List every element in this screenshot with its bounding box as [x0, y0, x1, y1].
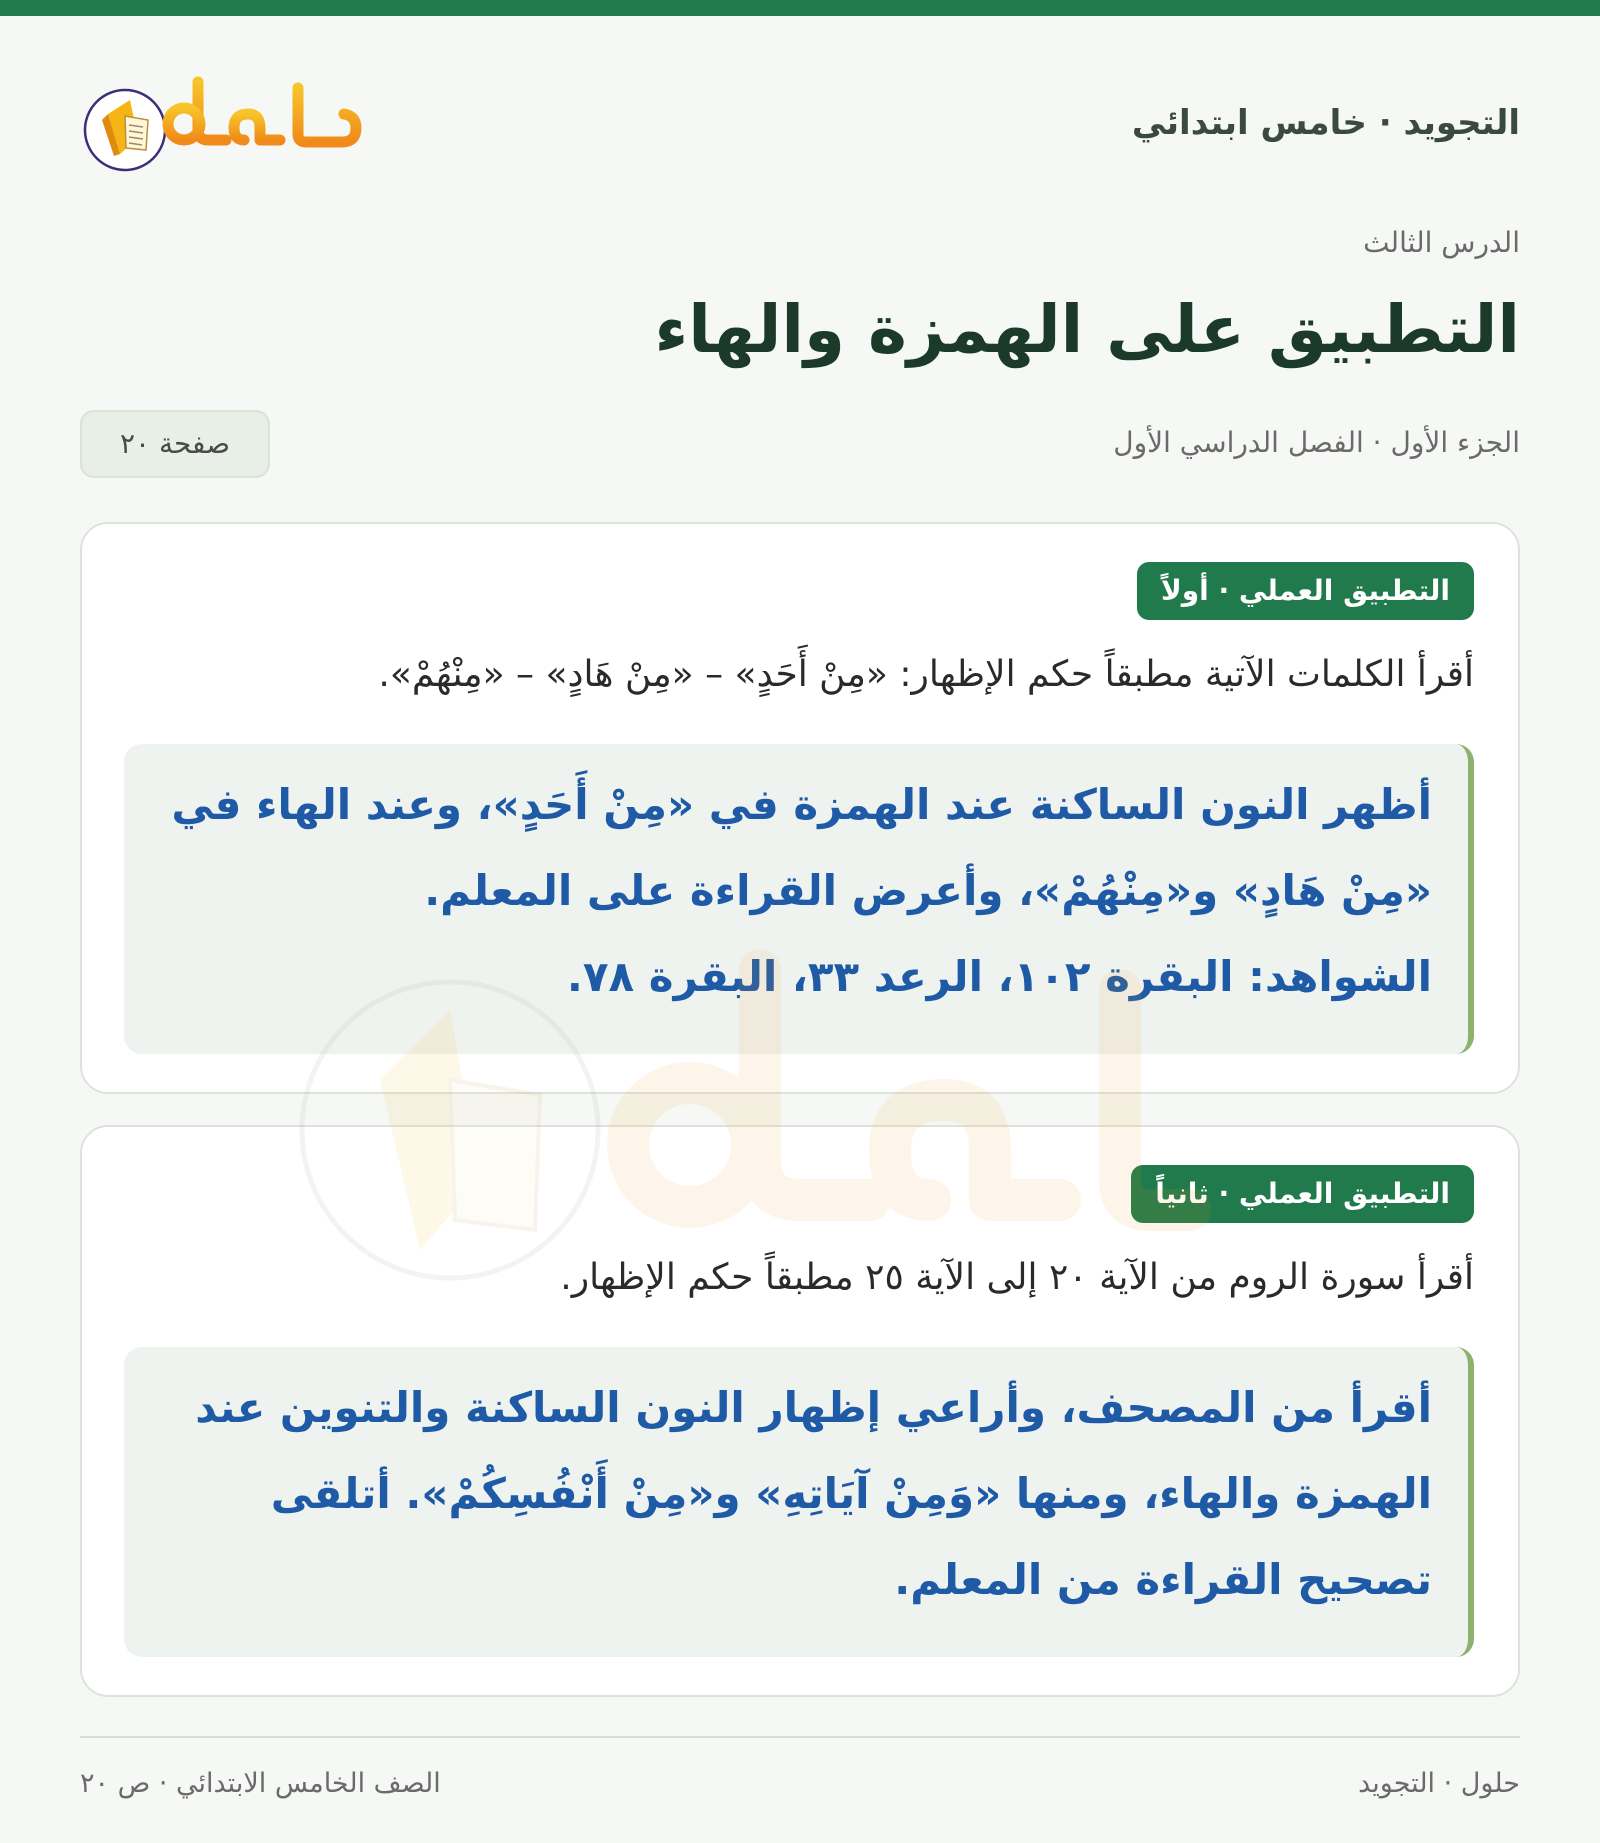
- answer-box: [124, 1347, 1474, 1657]
- exercise-card-1: [80, 522, 1520, 1094]
- footer-divider: [80, 1736, 1520, 1738]
- book-emblem-icon: [85, 90, 165, 170]
- answer-references: الشواهد: البقرة ١٠٢، الرعد ٣٣، البقرة ٧٨.: [566, 952, 1432, 1001]
- answer-text: أقرأ من المصحف، وأراعي إظهار النون الساكنة والتنوين عند الهمزة والهاء، ومنها «وَمِنْ آيَاتِهِ» و«مِنْ أَنْفُسِكُمْ». أتلقى تصحيح القراءة من المعلم.: [195, 1383, 1432, 1604]
- footer-grade-page: الصف الخامس الابتدائي · ص ٢٠: [80, 1768, 441, 1799]
- lesson-title: التطبيق على الهمزة والهاء: [654, 291, 1520, 368]
- question-text: أقرأ الكلمات الآتية مطبقاً حكم الإظهار: «مِنْ أَحَدٍ» – «مِنْ هَادٍ» – «مِنْهُمْ».: [378, 654, 1474, 695]
- exercise-card-2: [80, 1125, 1520, 1697]
- section-tag: التطبيق العملي · ثانياً: [1131, 1165, 1474, 1223]
- lesson-number: الدرس الثالث: [1363, 226, 1520, 259]
- page-header: [80, 68, 1520, 188]
- footer-brand-subject: حلول · التجويد: [1358, 1768, 1520, 1799]
- section-tag: التطبيق العملي · أولاً: [1137, 562, 1474, 620]
- term-meta: الجزء الأول · الفصل الدراسي الأول: [1113, 426, 1520, 459]
- logo-wordmark: [168, 82, 356, 142]
- page-number-badge: صفحة ٢٠: [80, 410, 270, 478]
- top-accent-bar: [0, 0, 1600, 16]
- hulul-logo[interactable]: [80, 68, 370, 188]
- question-text: أقرأ سورة الروم من الآية ٢٠ إلى الآية ٢٥ مطبقاً حكم الإظهار.: [560, 1257, 1474, 1298]
- answer-box: [124, 744, 1474, 1054]
- subject-grade-title: التجويد · خامس ابتدائي: [1131, 103, 1520, 143]
- answer-text: أظهر النون الساكنة عند الهمزة في «مِنْ أَحَدٍ»، وعند الهاء في «مِنْ هَادٍ» و«مِنْهُمْ»، وأعرض القراءة على المعلم.: [171, 780, 1432, 915]
